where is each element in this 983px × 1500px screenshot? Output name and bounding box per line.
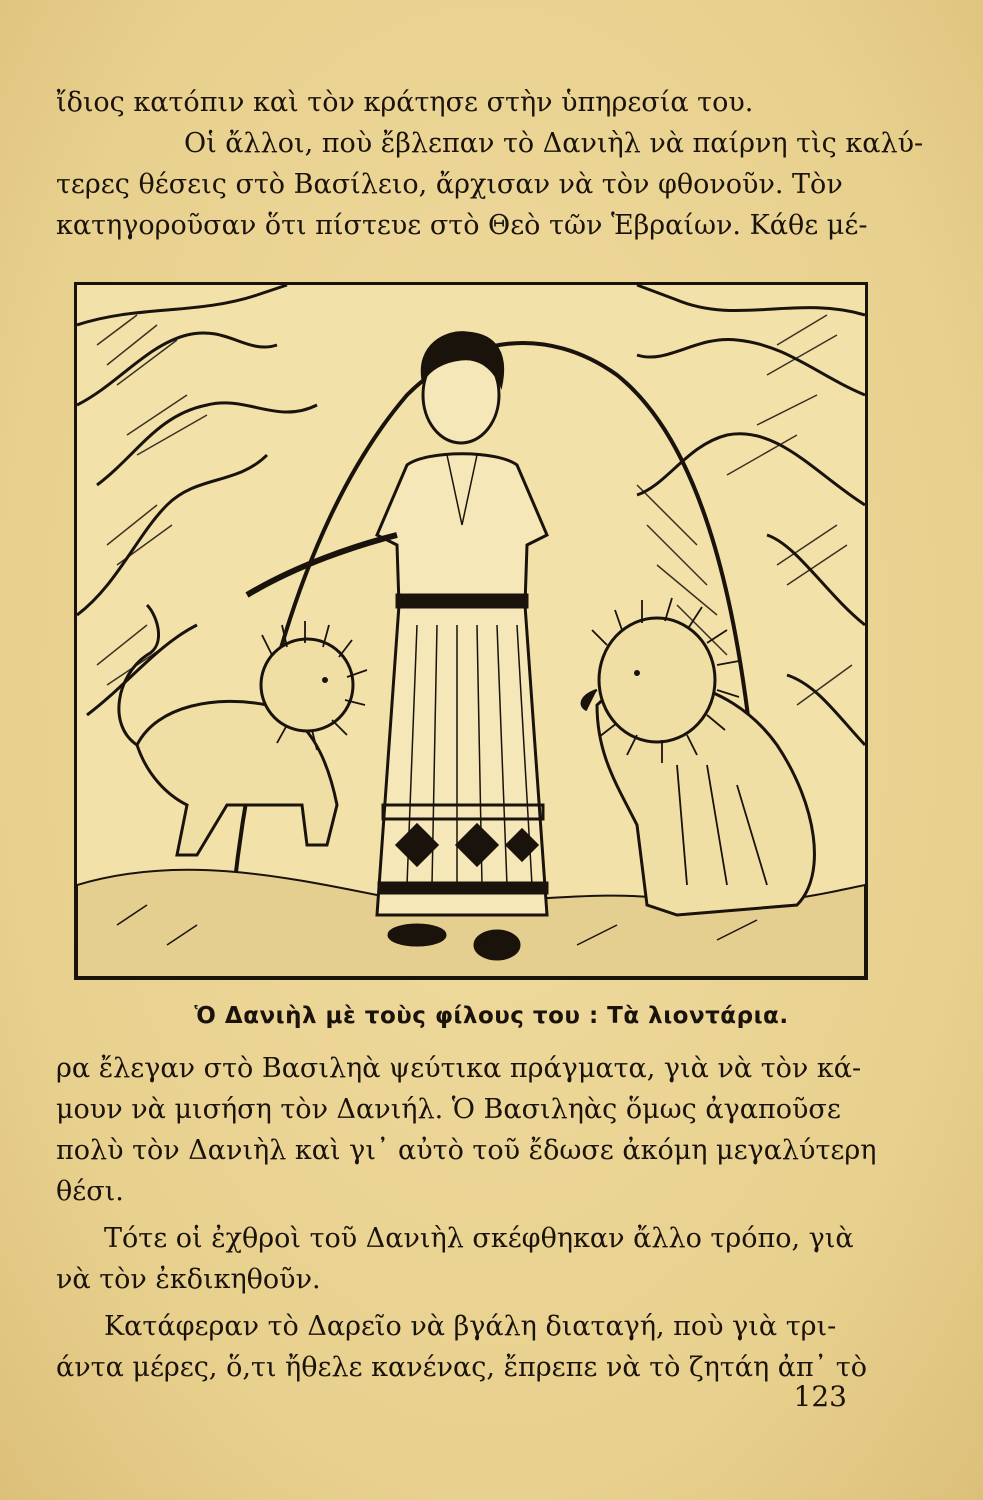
text-line: θέσι. — [56, 1176, 124, 1207]
top-paragraphs — [56, 82, 924, 246]
text-line: Τότε οἱ ἐχθροὶ τοῦ Δανιὴλ σκέφθηκαν ἄλλο τρόπο, γιὰ — [104, 1223, 854, 1254]
text-line: ἴδιος κατόπιν καὶ τὸν κράτησε στὴν ὑπηρεσία του. — [56, 87, 754, 118]
text-line: κατηγοροῦσαν ὅτι πίστευε στὸ Θεὸ τῶν Ἑβραίων. Κάθε μέ- — [56, 210, 868, 241]
text-line: νὰ τὸν ἐκδικηθοῦν. — [56, 1264, 321, 1295]
text-line: Οἱ ἄλλοι, ποὺ ἔβλεπαν τὸ Δανιὴλ νὰ παίρνη τὶς καλύ- — [184, 128, 924, 159]
text-line: Κατάφεραν τὸ Δαρεῖο νὰ βγάλη διαταγή, ποὺ γιὰ τρι- — [104, 1311, 837, 1342]
text-line: πολὺ τὸν Δανιὴλ καὶ γι᾿ αὐτὸ τοῦ ἔδωσε ἀκόμη μεγαλύτερη — [56, 1135, 877, 1166]
text-line: άντα μέρες, ὅ,τι ἤθελε κανένας, ἔπρεπε νὰ τὸ ζητάη ἀπ᾿ τὸ — [56, 1352, 867, 1383]
text-line: τερες θέσεις στὸ Βασίλειο, ἄρχισαν νὰ τὸν φθονοῦν. Τὸν — [56, 169, 843, 200]
bottom-paragraphs — [56, 1048, 877, 1388]
text-line: μουν νὰ μισήση τὸν Δανιήλ. Ὁ Βασιληὰς ὅμως ἀγαποῦσε — [56, 1094, 841, 1125]
illustration-caption: Ὁ Δανιὴλ μὲ τοὺς φίλους του : Τὰ λιοντάρια. — [194, 1003, 789, 1029]
daniel-lions-illustration — [74, 282, 868, 980]
text-line: ρα ἔλεγαν στὸ Βασιληὰ ψεύτικα πράγματα, γιὰ νὰ τὸν κά- — [56, 1053, 862, 1084]
page-number: 123 — [793, 1380, 847, 1413]
